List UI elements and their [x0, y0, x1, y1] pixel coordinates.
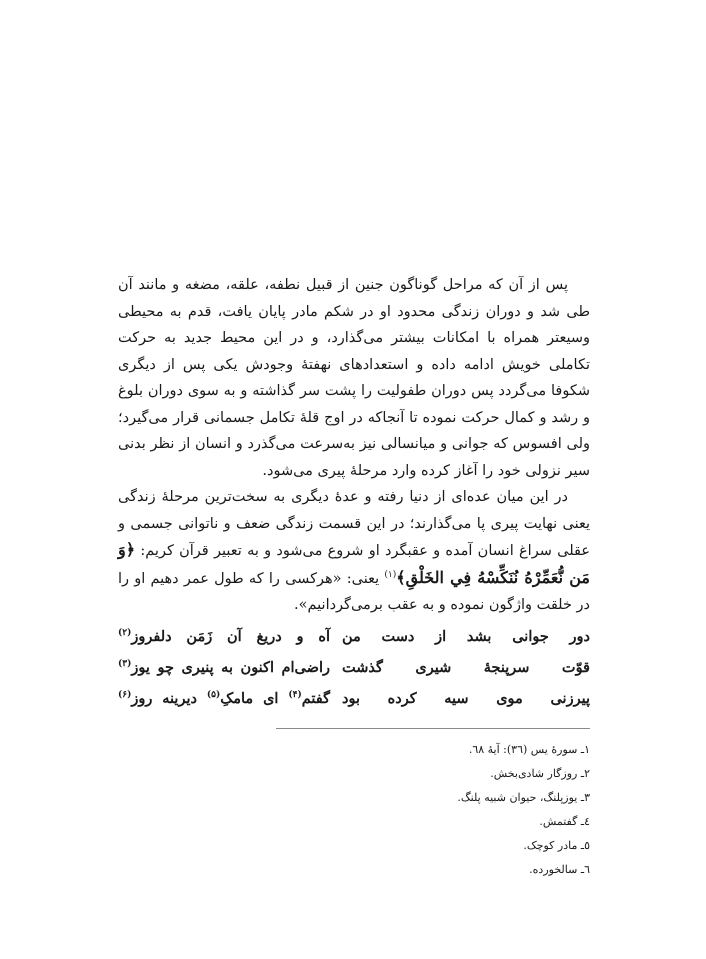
poem-hemistich-text: راضی‌ام اکنون به پنیری چو یوز [131, 658, 330, 676]
footnote-item: ٦ـ سالخورده. [529, 863, 590, 876]
footnote-item: ٣ـ یوزپلنگ، حیوان شبیه پلنگ. [457, 791, 590, 804]
footnote-item: ٥ـ مادر کوچک. [523, 839, 590, 852]
quran-verse: ﴿وَ مَن نُّعَمِّرْهُ نُنَكِّسْهُ فِي الخَلْقِ﴾ [118, 540, 591, 587]
footnote-ref-2: (٢) [118, 627, 132, 638]
poem-hemistich-first: قوّت سرپنجهٔ شیری گذشت [342, 658, 590, 676]
poem-line [118, 621, 590, 652]
poem-hemistich-text: آه و دریغ آن زَمَن دلفروز [131, 627, 330, 645]
poem-line [118, 683, 590, 714]
poem [118, 621, 590, 714]
footnotes [276, 738, 590, 882]
poem-line [118, 652, 590, 683]
paragraph-2-translation: یعنی: «هرکسی را که طول عمر دهیم او را در خلقت واژگون نموده و به عقب برمی‌گردانیم». [118, 570, 590, 613]
poem-hemistich-first: پیرزنی موی سیه کرده بود [342, 689, 590, 707]
paragraph-2 [118, 484, 590, 619]
poem-hemistich-second [118, 683, 330, 714]
paragraph-1: پس از آن که مراحل گوناگون جنین از قبیل نطفه، علقه، مضغه و مانند آن طی شد و دوران زندگی محدود او در شکم مادر پایان یافت، قدم به محیطی وسیعتر همراه با امکانات بیشتر می‌گذارد، و در این محیط جدید به حرکت تکاملی خویش ادامه داده و استعدادهای نهفتهٔ وجودش یکی پس از دیگری شکوفا می‌گردد پس دوران طفولیت را پشت سر گذاشته و به سوی دوران بلوغ و رشد و کمال حرکت نموده تا آنجاکه در اوج قلهٔ تکامل جسمانی قرار می‌گیرد؛ ولی افسوس که جوانی و میانسالی نیز به‌سرعت می‌گذرد و انسان از نظر بدنی سیر نزولی خود را آغاز کرده وارد مرحلهٔ پیری می‌شود. [118, 277, 590, 479]
poem-hemistich-second [118, 652, 330, 683]
footnote-ref-1: (١) [384, 569, 397, 580]
footnote-ref-5: (۵) [206, 689, 221, 700]
footnote-divider [276, 728, 590, 729]
poem-hemistich-first: دور جوانی بشد از دست من [342, 627, 590, 645]
footnote-ref-6: (۶) [118, 689, 132, 700]
footnote-item: ٤ـ گفتمش. [539, 815, 590, 828]
poem-hemistich-text: ای مامکِ [220, 689, 289, 707]
poem-hemistich-text: گفتم [301, 689, 331, 707]
paragraph-2-text: در این میان عده‌ای از دنیا رفته و عدهٔ دیگری به سخت‌ترین مرحلهٔ زندگی یعنی نهایت پیری پا می‌گذارند؛ در این قسمت زندگی ضعف و ناتوانی جسمی و عقلی سراغ انسان آمده و عقبگرد او شروع می‌شود و به تعبیر قرآن کریم: [118, 489, 590, 559]
footnote-ref-3: (٣) [118, 658, 132, 669]
footnote-item: ٢ـ روزگار شادی‌بخش. [490, 767, 590, 780]
main-text [118, 272, 590, 714]
poem-hemistich-second [118, 621, 330, 652]
footnote-item: ١ـ سورهٔ یس (٣٦): آیهٔ ٦٨. [468, 743, 590, 756]
footnote-ref-4: (۴) [288, 689, 302, 700]
poem-hemistich-text: دیرینه روز [131, 689, 207, 707]
